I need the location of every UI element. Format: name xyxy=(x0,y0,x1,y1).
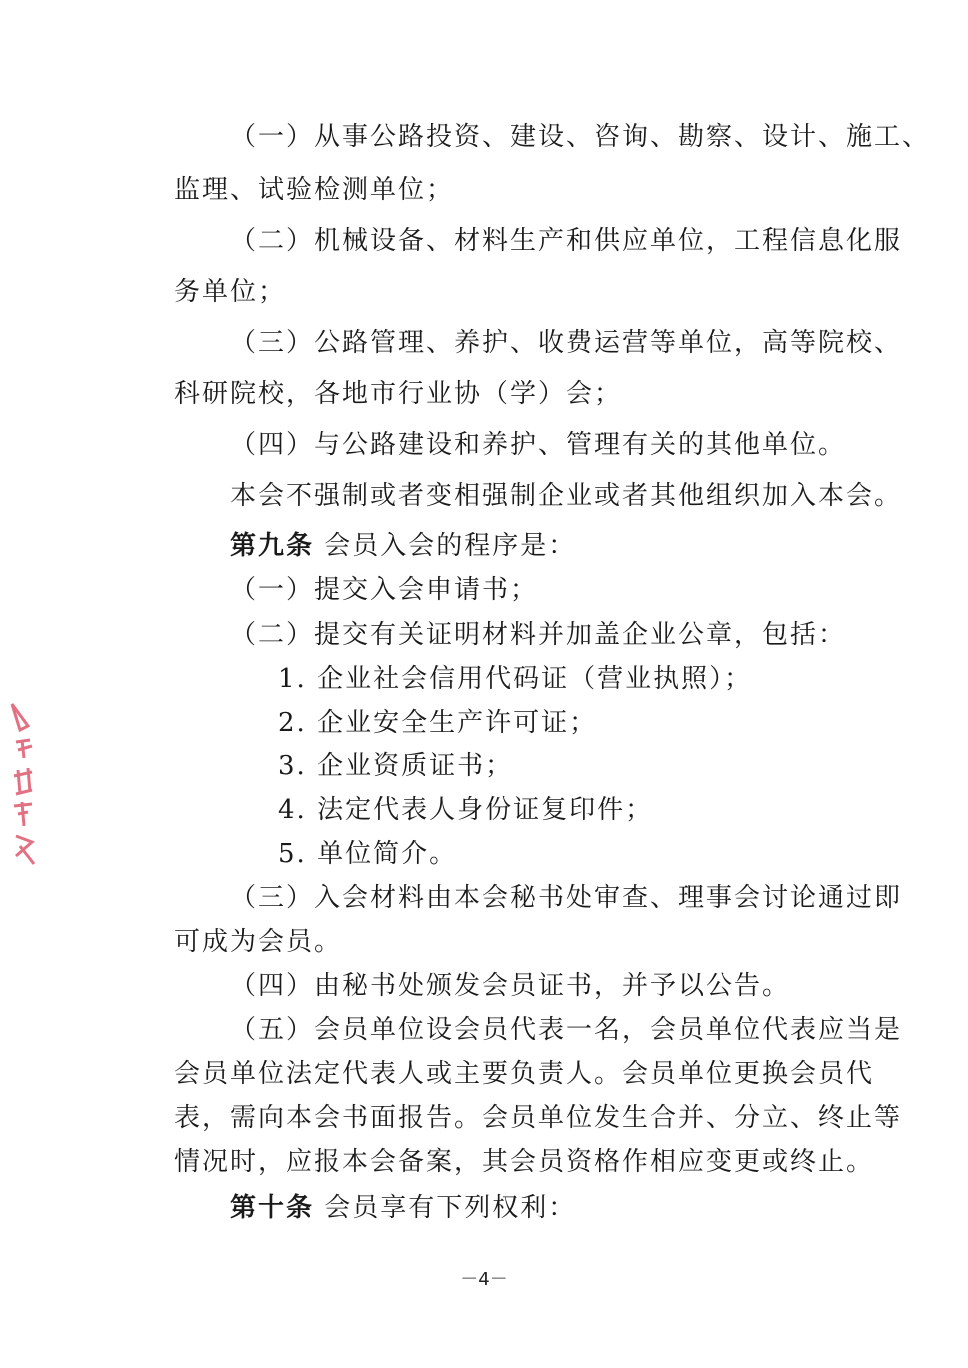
non-compulsion-statement: 本会不强制或者变相强制企业或者其他组织加入本会。 xyxy=(230,481,903,511)
clause-4: （四）与公路建设和养护、管理有关的其他单位。 xyxy=(230,430,847,460)
article-10-heading: 第十条 xyxy=(230,1193,315,1223)
article-10 xyxy=(230,1188,844,1228)
procedure-1: （一）提交入会申请书； xyxy=(230,575,539,605)
clause-2: （二）机械设备、材料生产和供应单位，工程信息化服 xyxy=(230,226,903,256)
seal-stamp-mark xyxy=(6,696,42,874)
procedure-2: （二）提交有关证明材料并加盖企业公章，包括： xyxy=(230,620,847,650)
material-5: 5. 单位简介。 xyxy=(278,839,458,869)
material-3: 3. 企业资质证书； xyxy=(278,751,514,781)
article-10-text: 会员享有下列权利： xyxy=(324,1193,577,1223)
clause-1-cont: 监理、试验检测单位； xyxy=(174,175,455,205)
article-9-heading: 第九条 xyxy=(230,531,315,561)
procedure-5-cont-1: 会员单位法定代表人或主要负责人。会员单位更换会员代 xyxy=(174,1059,875,1089)
clause-3-cont: 科研院校，各地市行业协（学）会； xyxy=(174,379,623,409)
material-2: 2. 企业安全生产许可证； xyxy=(278,708,598,738)
clause-3: （三）公路管理、养护、收费运营等单位，高等院校、 xyxy=(230,328,903,358)
clause-1: （一）从事公路投资、建设、咨询、勘察、设计、施工、 xyxy=(230,122,931,152)
article-9 xyxy=(230,526,844,566)
procedure-5: （五）会员单位设会员代表一名，会员单位代表应当是 xyxy=(230,1015,903,1045)
procedure-3-cont: 可成为会员。 xyxy=(174,927,343,957)
material-4: 4. 法定代表人身份证复印件； xyxy=(278,795,654,825)
procedure-5-cont-3: 情况时，应报本会备案，其会员资格作相应变更或终止。 xyxy=(174,1147,875,1177)
article-9-text: 会员入会的程序是： xyxy=(324,531,577,561)
material-1: 1. 企业社会信用代码证（营业执照）； xyxy=(278,664,753,694)
procedure-3: （三）入会材料由本会秘书处审查、理事会讨论通过即 xyxy=(230,883,903,913)
procedure-4: （四）由秘书处颁发会员证书，并予以公告。 xyxy=(230,971,791,1001)
clause-2-cont: 务单位； xyxy=(174,277,287,307)
page-number: －4－ xyxy=(460,1269,508,1290)
procedure-5-cont-2: 表，需向本会书面报告。会员单位发生合并、分立、终止等 xyxy=(174,1103,903,1133)
